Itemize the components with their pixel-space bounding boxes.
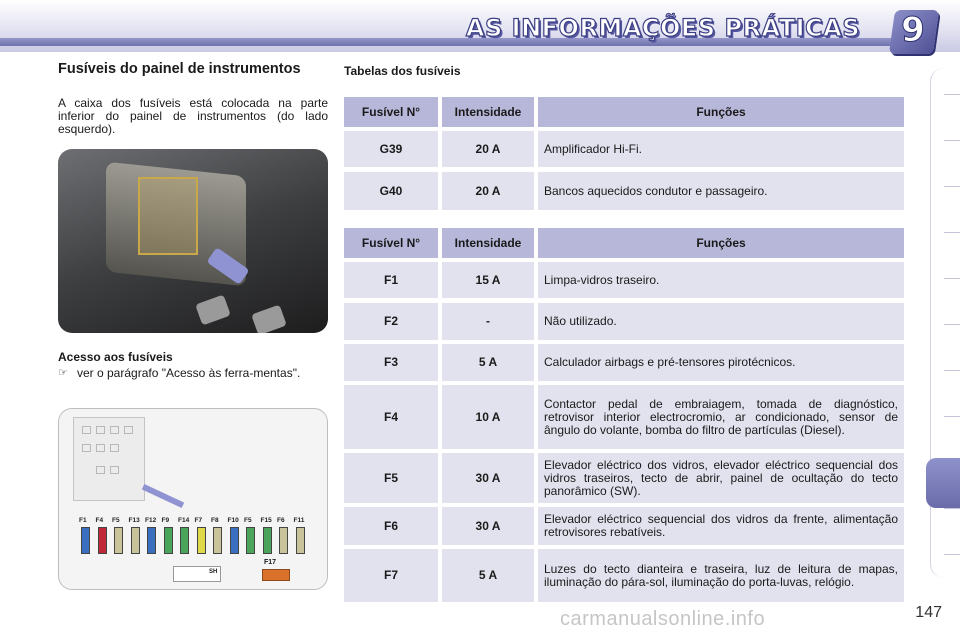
fuse-label-f5: F5 xyxy=(112,517,120,524)
tab-divider xyxy=(944,554,960,555)
amp-cell: 30 A xyxy=(442,453,534,503)
amp-cell: 20 A xyxy=(442,131,534,167)
fuse-f14 xyxy=(180,527,189,554)
fuse-cell: G40 xyxy=(344,172,438,210)
shunt-label: SH xyxy=(209,569,218,575)
table-row xyxy=(344,453,904,503)
pedal-shape xyxy=(251,305,287,333)
table-row xyxy=(344,344,904,381)
chapter-title: AS INFORMAÇÕES PRÁTICAS xyxy=(465,14,860,42)
fuse-cell: F7 xyxy=(344,549,438,602)
fuse-label-f5: F5 xyxy=(244,517,252,524)
amp-cell: 10 A xyxy=(442,385,534,449)
fuse-box-outline xyxy=(73,417,145,501)
tab-divider xyxy=(944,232,960,233)
fuse-f12 xyxy=(147,527,156,554)
func-cell: Bancos aquecidos condutor e passageiro. xyxy=(538,172,904,210)
fuse-cell: F6 xyxy=(344,507,438,545)
fuse-f4 xyxy=(98,527,107,554)
table-row xyxy=(344,507,904,545)
chapter-number: 9 xyxy=(901,10,925,50)
access-title: Acesso aos fusíveis xyxy=(58,350,173,364)
fuse-cell: F2 xyxy=(344,303,438,340)
fuse-f5 xyxy=(114,527,123,554)
fuse-slot xyxy=(124,426,133,434)
fuse-label-f11: F11 xyxy=(293,517,305,524)
fuse-cell: F5 xyxy=(344,453,438,503)
dashboard-photo xyxy=(58,149,328,333)
fuse-f7 xyxy=(197,527,206,554)
fuse-slot xyxy=(110,444,119,452)
header-fuse: Fusível N° xyxy=(344,97,438,127)
fuse-f8 xyxy=(213,527,222,554)
table-row xyxy=(344,549,904,602)
amp-cell: 15 A xyxy=(442,262,534,298)
fuse-slot xyxy=(82,426,91,434)
access-text: ver o parágrafo "Acesso às ferra-mentas". xyxy=(77,366,301,380)
page-number: 147 xyxy=(915,604,942,621)
table-row xyxy=(344,385,904,449)
func-cell: Não utilizado. xyxy=(538,303,904,340)
amp-cell: 30 A xyxy=(442,507,534,545)
fuse-f17 xyxy=(262,569,290,581)
fuse-cell: G39 xyxy=(344,131,438,167)
fuse-label-f15: F15 xyxy=(260,517,272,524)
table-header-row xyxy=(344,97,904,127)
tab-divider xyxy=(944,94,960,95)
fuse-label-f7: F7 xyxy=(194,517,203,524)
header-amp: Intensidade xyxy=(442,97,534,127)
tab-divider xyxy=(944,508,960,509)
fuse-slot xyxy=(82,444,91,452)
func-cell: Calculador airbags e pré-tensores pirotécnicos. xyxy=(538,344,904,381)
func-cell: Luzes do tecto dianteira e traseira, luz de leitura de mapas, iluminação do pára-sol, iluminação do porta-luvas, relógio. xyxy=(538,549,904,602)
amp-cell: 5 A xyxy=(442,344,534,381)
fuse-label-f17: F17 xyxy=(264,559,277,566)
fuse-box-highlight xyxy=(138,177,198,255)
tab-divider xyxy=(944,416,960,417)
amp-cell: 5 A xyxy=(442,549,534,602)
fuse-label-f12: F12 xyxy=(145,517,157,524)
fuse-label-f9: F9 xyxy=(161,517,170,524)
section-title: Fusíveis do painel de instrumentos xyxy=(58,61,301,77)
fuse-slot xyxy=(96,444,105,452)
fuse-cell: F1 xyxy=(344,262,438,298)
table-row xyxy=(344,131,904,167)
tab-divider xyxy=(944,278,960,279)
watermark: carmanualsonline.info xyxy=(560,608,766,630)
arrow-icon xyxy=(142,484,184,508)
header-amp: Intensidade xyxy=(442,228,534,258)
func-cell: Elevador eléctrico dos vidros, elevador eléctrico sequencial dos vidros traseiros, tecto de abrir, painel de ocultação do tecto panorâmico (SW). xyxy=(538,453,904,503)
fuse-slot xyxy=(96,466,105,474)
func-cell: Limpa-vidros traseiro. xyxy=(538,262,904,298)
fuse-label-f14: F14 xyxy=(178,517,190,524)
page-header xyxy=(0,0,960,52)
fuse-label-f13: F13 xyxy=(128,517,140,524)
pointing-hand-icon: ☞ xyxy=(58,367,68,379)
fuse-f1 xyxy=(81,527,90,554)
fuse-slot xyxy=(110,426,119,434)
fuse-label-f8: F8 xyxy=(211,517,219,524)
fuse-f15 xyxy=(263,527,272,554)
fuse-cell: F3 xyxy=(344,344,438,381)
table-row xyxy=(344,262,904,298)
fuse-label-f1: F1 xyxy=(79,517,87,524)
fuse-f13 xyxy=(131,527,140,554)
fuse-f9 xyxy=(164,527,173,554)
tables-title: Tabelas dos fusíveis xyxy=(344,64,461,78)
fuse-f10 xyxy=(230,527,239,554)
fuse-f5 xyxy=(246,527,255,554)
header-func: Funções xyxy=(538,97,904,127)
fuse-slot xyxy=(110,466,119,474)
tab-divider xyxy=(944,140,960,141)
fuse-cell: F4 xyxy=(344,385,438,449)
section-intro: A caixa dos fusíveis está colocada na parte inferior do painel de instrumentos (do lado esquerdo). xyxy=(58,96,328,136)
table-row xyxy=(344,172,904,210)
amp-cell: - xyxy=(442,303,534,340)
fuse-label-f10: F10 xyxy=(227,517,239,524)
fuse-f6 xyxy=(279,527,288,554)
header-func: Funções xyxy=(538,228,904,258)
amp-cell: 20 A xyxy=(442,172,534,210)
fuse-f11 xyxy=(296,527,305,554)
tab-divider xyxy=(944,186,960,187)
chapter-tab-active[interactable] xyxy=(926,458,960,508)
access-bullet xyxy=(58,367,328,380)
table-header-row xyxy=(344,228,904,258)
pedal-shape xyxy=(195,295,231,326)
fuse-label-f6: F6 xyxy=(277,517,285,524)
fuse-box-diagram xyxy=(58,408,328,590)
fuse-label-f4: F4 xyxy=(95,517,104,524)
tab-divider xyxy=(944,370,960,371)
tab-divider xyxy=(944,324,960,325)
func-cell: Amplificador Hi-Fi. xyxy=(538,131,904,167)
header-fuse: Fusível N° xyxy=(344,228,438,258)
func-cell: Contactor pedal de embraiagem, tomada de diagnóstico, retrovisor interior electrocromio, ar condicionado, sensor de ângulo do volante, bomba do filtro de partículas (Diesel). xyxy=(538,385,904,449)
table-row xyxy=(344,303,904,340)
fuse-slot xyxy=(96,426,105,434)
func-cell: Elevador eléctrico sequencial dos vidros da frente, alimentação retrovisores rebatíveis. xyxy=(538,507,904,545)
